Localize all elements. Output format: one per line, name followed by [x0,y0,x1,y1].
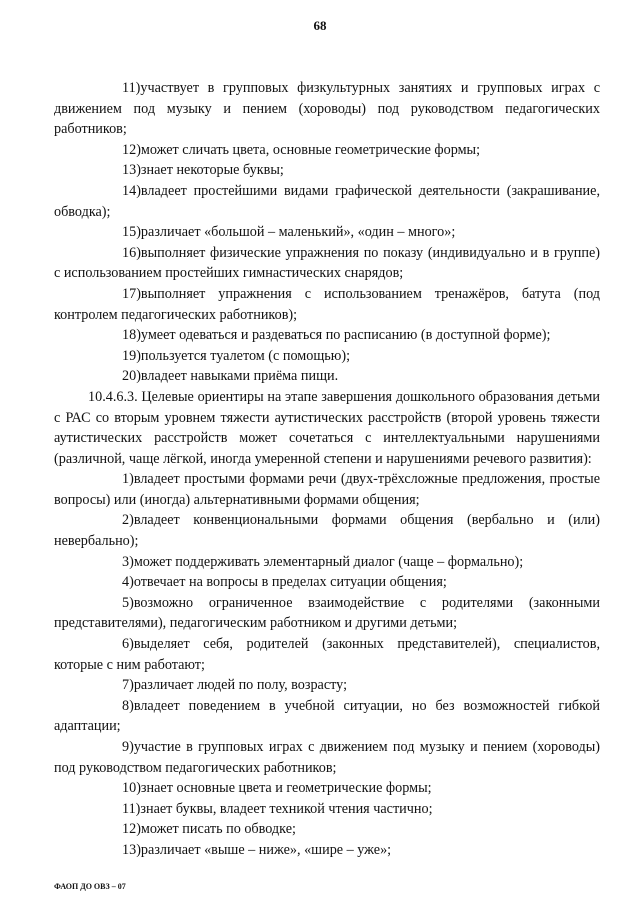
item-text: участие в групповых играх с движением под музыку и пением (хороводы) под руководством педагогических работников; [54,739,600,776]
list-item [54,366,600,387]
item-number: 5) [122,594,134,611]
item-text: выделяет себя, родителей (законных представителей), специалистов, которые с ним работают; [54,636,600,673]
list-item [54,572,600,593]
item-number: 14) [122,182,141,199]
item-text: знает буквы, владеет техникой чтения частично; [140,800,433,817]
list-item [54,140,600,161]
list-item [54,284,600,325]
item-text: владеет простейшими видами графической деятельности (закрашивание, обводка); [54,182,600,220]
section-text: 10.4.6.3. Целевые ориентиры на этапе завершения дошкольного образования детьми с РАС со вторым уровнем тяжести аутистических расстройств (второй уровень тяжести аутистических расстройств может сочетаться с интеллектуальными нарушениями (различной, чаще лёгкой, иногда умеренной степени и нарушениями речевого развития): [54,388,600,467]
list-item [54,778,600,799]
item-number: 11) [122,800,141,817]
item-text: выполняет физические упражнения по показу (индивидуально и в группе) с использованием простейших гимнастических снарядов; [54,244,600,282]
item-number: 4) [122,574,134,591]
item-number: 15) [122,224,141,241]
list-item [54,325,600,346]
item-text: владеет навыками приёма пищи. [140,368,339,385]
list-item [54,799,600,820]
list-item [54,469,600,510]
item-text: различает «большой – маленький», «один – много»; [140,224,456,241]
item-number: 12) [122,821,141,838]
list-item [54,696,600,737]
list-item [54,737,600,778]
item-number: 1) [122,471,134,488]
item-text: умеет одеваться и раздеваться по расписанию (в доступной форме); [140,327,551,344]
item-text: знает некоторые буквы; [140,162,284,179]
page-footer: ФАОП ДО ОВЗ – 07 [54,882,126,891]
item-text: участвует в групповых физкультурных занятиях и групповых играх с движением под музыку и пением (хороводы) под руководством педагогических работников; [54,80,600,138]
item-number: 8) [122,697,134,714]
item-number: 3) [122,553,134,570]
item-number: 9) [122,739,134,755]
item-number: 18) [122,327,141,344]
item-text: владеет простыми формами речи (двух-трёхсложные предложения, простые вопросы) или (иногда) альтернативными формами общения; [54,471,600,508]
item-text: может писать по обводке; [140,821,296,838]
item-text: выполняет упражнения с использованием тренажёров, батута (под контролем педагогических работников); [54,285,600,323]
list-item [54,346,600,367]
item-number: 19) [122,347,141,364]
item-text: различает «выше – ниже», «шире – уже»; [140,841,392,858]
list-item [54,593,600,634]
item-text: пользуется туалетом (с помощью); [140,347,351,364]
list-item [54,819,600,840]
list-item [54,552,600,573]
item-number: 7) [122,677,134,694]
item-text: возможно ограниченное взаимодействие с родителями (законными представителями), педагогическим работником и другими детьми; [54,594,600,632]
item-text: может сличать цвета, основные геометрические формы; [140,141,481,158]
item-number: 2) [122,512,134,529]
item-number: 13) [122,162,141,179]
list-item [54,181,600,222]
item-number: 11) [122,80,141,96]
item-text: отвечает на вопросы в пределах ситуации общения; [133,574,447,591]
item-number: 20) [122,368,141,385]
list-item [54,78,600,140]
list-item [54,243,600,284]
item-text: владеет поведением в учебной ситуации, но без возможностей гибкой адаптации; [54,697,600,735]
list-item [54,222,600,243]
list-item [54,510,600,551]
item-text: различает людей по полу, возрасту; [133,677,348,694]
item-text: знает основные цвета и геометрические формы; [140,780,432,797]
item-number: 6) [122,636,134,653]
list-item [54,160,600,181]
list-item [54,634,600,675]
body-text [54,78,600,861]
list-item [54,840,600,861]
item-text: владеет конвенциональными формами общения (вербально и (или) невербально); [54,512,600,550]
item-number: 13) [122,841,141,858]
section-paragraph [54,387,600,469]
list-item [54,675,600,696]
item-number: 12) [122,141,141,158]
item-number: 10) [122,780,141,797]
item-number: 16) [122,244,141,261]
page-number: 68 [313,18,327,33]
item-text: может поддерживать элементарный диалог (чаще – формально); [133,553,524,570]
item-number: 17) [122,285,141,302]
